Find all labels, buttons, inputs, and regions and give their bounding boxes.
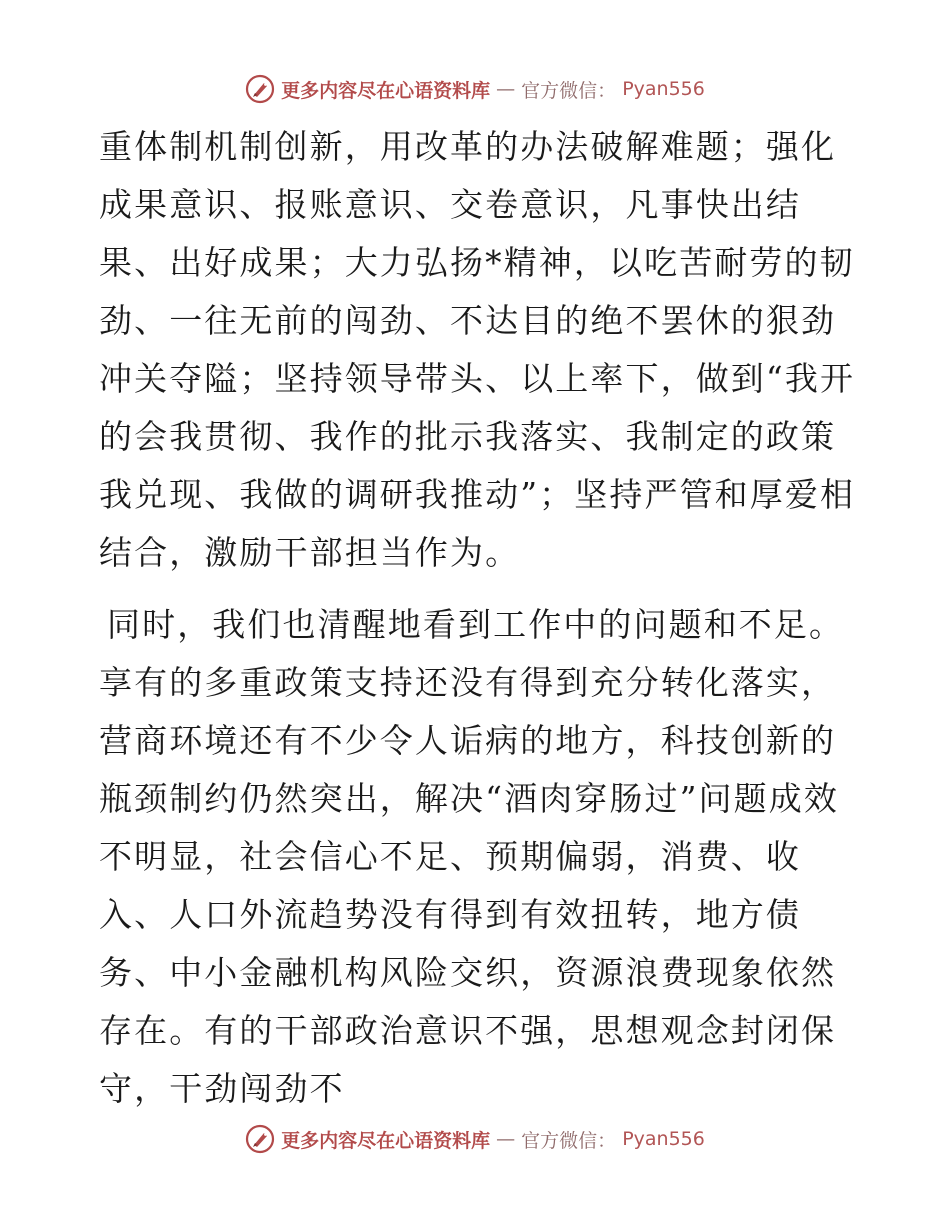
- pen-nib-seal-icon: [245, 1124, 275, 1154]
- paragraph-1: 重体制机制创新，用改革的办法破解难题；强化成果意识、报账意识、交卷意识，凡事快出结果、出好成果；大力弘扬*精神，以吃苦耐劳的韧劲、一往无前的闯劲、不达目的绝不罢休的狠劲冲关夺隘；坚持领导带头、以上率下，做到“我开的会我贯彻、我作的批示我落实、我制定的政策我兑现、我做的调研我推动”；坚持严管和厚爱相结合，激励干部担当作为。: [99, 127, 856, 572]
- watermark-brand: 更多内容尽在心语资料库: [281, 1129, 491, 1152]
- pen-nib-seal-icon: [245, 74, 275, 104]
- watermark-wechat-id: Pyan556: [622, 78, 705, 100]
- watermark-wechat-id: Pyan556: [622, 1128, 705, 1150]
- watermark-brand: 更多内容尽在心语资料库: [281, 79, 491, 102]
- watermark-label: 官方微信：: [521, 79, 617, 102]
- watermark-separator: —: [496, 78, 516, 100]
- header-watermark: [0, 74, 950, 104]
- footer-watermark: [0, 1124, 950, 1154]
- watermark-separator: —: [496, 1128, 516, 1150]
- watermark-label: 官方微信：: [521, 1129, 617, 1152]
- document-body: [99, 118, 859, 1118]
- paragraph-2: 同时，我们也清醒地看到工作中的问题和不足。享有的多重政策支持还没有得到充分转化落实，营商环境还有不少令人诟病的地方，科技创新的瓶颈制约仍然突出，解决“酒肉穿肠过”问题成效不明显，社会信心不足、预期偏弱，消费、收入、人口外流趋势没有得到有效扭转，地方债务、中小金融机构风险交织，资源浪费现象依然存在。有的干部政治意识不强，思想观念封闭保守，干劲闯劲不: [99, 605, 845, 1108]
